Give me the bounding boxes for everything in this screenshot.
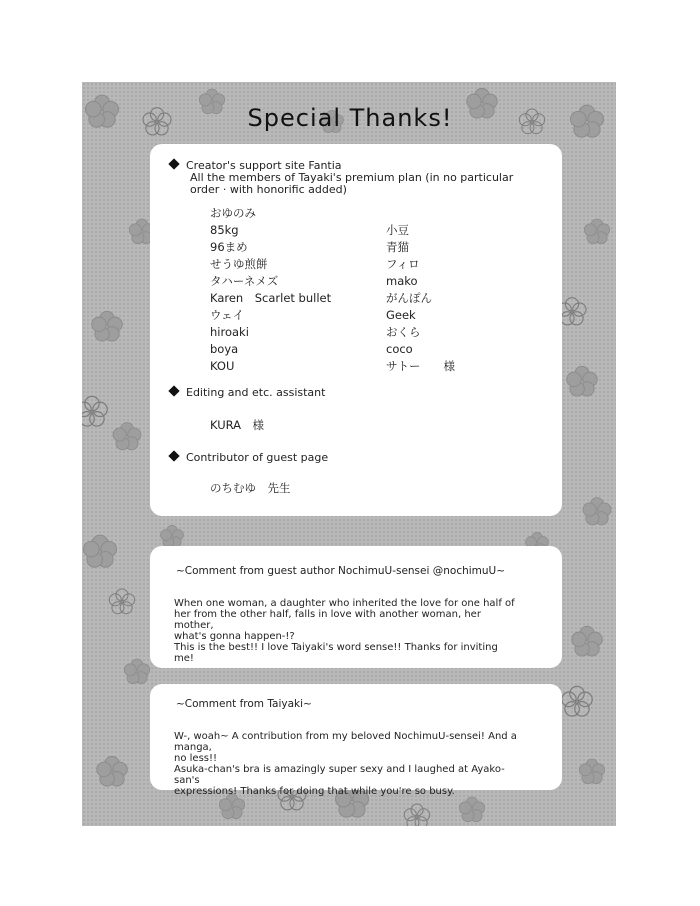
member-name: フィロ — [386, 257, 420, 271]
editing-assistant-name: KURA 様 — [210, 418, 265, 432]
member-name: おゆのみ — [210, 206, 256, 220]
comment-line: This is the best!! I love Taiyaki's word sense!! Thanks for inviting me! — [174, 642, 498, 664]
comment-line: what's gonna happen-!? — [174, 631, 295, 642]
member-name: Karen Scarlet bullet — [210, 291, 332, 305]
editing-heading-row — [170, 387, 325, 399]
diamond-bullet-icon — [168, 385, 179, 396]
comment-line: Asuka-chan's bra is amazingly super sexy and I laughed at Ayako-san's — [174, 764, 505, 786]
page-title: Special Thanks! — [247, 104, 453, 132]
comment-line: W-, woah~ A contribution from my beloved NochimuU-sensei! And a manga, — [174, 731, 517, 753]
guest-contributor-name: のちむゆ 先生 — [210, 481, 291, 495]
guest-heading-row — [170, 452, 328, 464]
member-name: 青猫 — [386, 240, 409, 254]
member-name: coco — [386, 342, 413, 356]
member-name: mako — [386, 274, 418, 288]
member-name: 85kg — [210, 223, 239, 237]
member-name: 96まめ — [210, 240, 248, 254]
fantia-heading: Creator's support site Fantia — [186, 159, 342, 172]
member-name: hiroaki — [210, 325, 249, 339]
member-name: がんぽん — [386, 291, 432, 305]
comment-line: no less!! — [174, 753, 218, 764]
diamond-bullet-icon — [168, 158, 179, 169]
editing-heading: Editing and etc. assistant — [186, 386, 326, 399]
guest-heading: Contributor of guest page — [186, 451, 329, 464]
member-name: おくら — [386, 325, 421, 339]
comment-line: When one woman, a daughter who inherited the love for one half of — [174, 598, 515, 609]
member-name: ウェイ — [210, 308, 245, 322]
guest-comment-text — [174, 598, 519, 664]
author-comment-text — [174, 731, 519, 797]
member-name: boya — [210, 342, 239, 356]
diamond-bullet-icon — [168, 450, 179, 461]
fantia-description: All the members of Tayaki's premium plan (in no particular order · with honorific added) — [190, 171, 514, 196]
comment-line: expressions! Thanks for doing that while you're so busy. — [174, 786, 455, 797]
author-comment-heading: ~Comment from Taiyaki~ — [176, 698, 312, 710]
member-name: サトー 様 — [386, 359, 455, 373]
member-name: 小豆 — [386, 223, 409, 237]
member-name: KOU — [210, 359, 235, 373]
guest-comment-heading: ~Comment from guest author NochimuU-sensei @nochimuU~ — [176, 565, 506, 577]
comment-line: her from the other half, falls in love with another woman, her mother, — [174, 609, 481, 631]
member-name: せうゆ煎餅 — [210, 257, 268, 271]
member-name: Geek — [386, 308, 416, 322]
member-name: タハーネメズ — [210, 274, 279, 288]
